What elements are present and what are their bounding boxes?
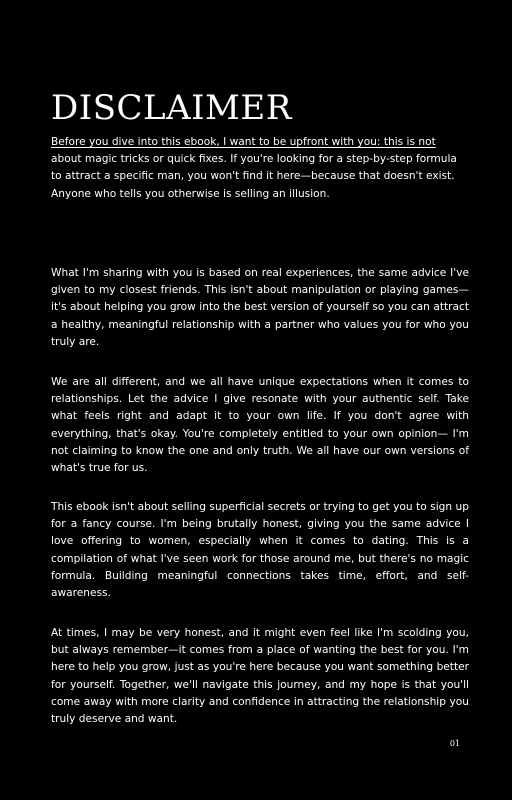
paragraph-honesty: At times, I may be very honest, and it might even feel like I'm scolding you, but always remember—it comes from a place of wanting the best for you. I'm here to help you grow, just as you're here because you want something better for yourself. Together, we'll navigate this journey, and my hope is that you'll come away with more clarity and confidence in attracting the relationship you truly deserve and want. xyxy=(51,627,469,726)
intro-rest-text: about magic tricks or quick fixes. If you're looking for a step-by-step formula to attract a specific man, you won't find it here—because that doesn't exist. Anyone who tells you otherwise is selling an illusion. xyxy=(51,153,457,200)
paragraph-real-experiences: What I'm sharing with you is based on real experiences, the same advice I've given to my closest friends. This isn't about manipulation or playing games—it's about helping you grow into the best version of yourself so you can attract a healthy, meaningful relationship with a partner who values you for who you truly are. xyxy=(51,267,469,348)
page-number: 01 xyxy=(449,739,460,748)
paragraph-no-secrets: This ebook isn't about selling superficial secrets or trying to get you to sign up for a fancy course. I'm being brutally honest, giving you the same advice I love offering to women, especially when it comes to dating. This is a compilation of what I've seen work for those around me, but there's no magic formula. Building meaningful connections takes time, effort, and self-awareness. xyxy=(51,501,469,600)
page-title: DISCLAIMER xyxy=(51,88,292,128)
intro-underlined-text: Before you dive into this ebook, I want to be upfront with you: this is not xyxy=(51,136,436,148)
paragraph-unique-expectations: We are all different, and we all have unique expectations when it comes to relationships. Let the advice I give resonate with your authentic self. Take what feels right and adapt it to your own life. If you don't agree with everything, that's okay. You're completely entitled to your own opinion— I'm not claiming to know the one and only truth. We all have our own versions of what's true for us. xyxy=(51,376,469,475)
intro-paragraph xyxy=(51,134,469,203)
